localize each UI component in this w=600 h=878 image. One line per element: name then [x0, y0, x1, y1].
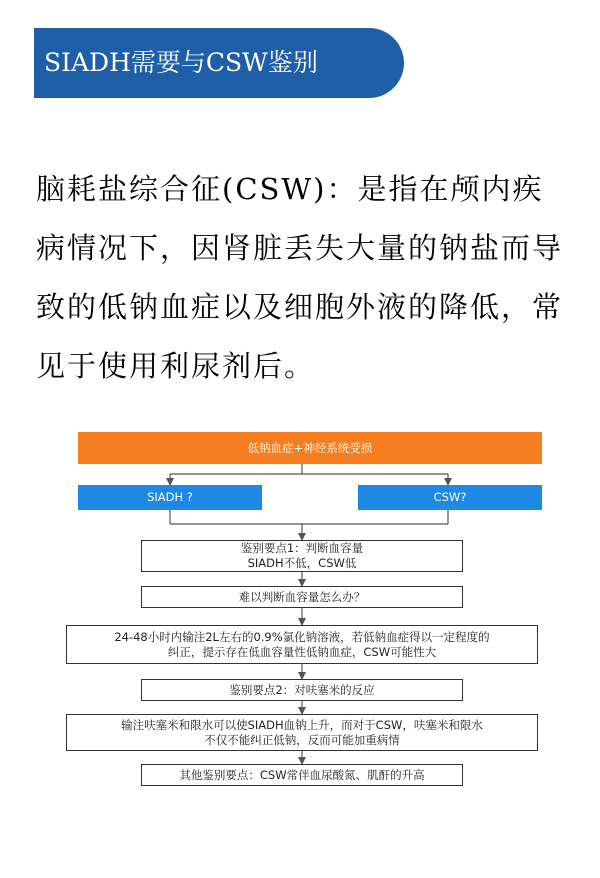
flow-step6-box	[141, 764, 463, 786]
flow-step1-line1: 鉴别要点1：判断血容量	[240, 541, 364, 555]
flow-step3-box	[66, 625, 538, 664]
flow-step5-box	[66, 714, 538, 751]
flow-top-box-label: 低钠血症+神经系统受损	[247, 440, 373, 455]
flow-siadh-label: SIADH ?	[147, 490, 193, 504]
flow-step4-box	[141, 679, 463, 701]
flow-step1-box	[141, 540, 463, 572]
flow-step3-line2: 纠正，提示存在低血容量性低钠血症，CSW可能性大	[167, 644, 437, 659]
flow-top-box	[78, 432, 542, 464]
flow-step6-label: 其他鉴别要点：CSW常伴血尿酸氮、肌酐的升高	[179, 767, 425, 782]
flow-step2-label: 难以判断血容量怎么办？	[238, 589, 366, 604]
flow-step1-line2: SIADH不低，CSW低	[247, 556, 357, 570]
flow-step3-line1: 24-48小时内输注2L左右的0.9%氯化钠溶液，若低钠血症得以一定程度的	[114, 629, 490, 644]
section-title-banner	[34, 28, 404, 98]
flow-siadh-box	[78, 485, 262, 510]
flow-step4-label: 鉴别要点2：对呋塞米的反应	[229, 682, 375, 697]
flow-step5-line2: 不仅不能纠正低钠，反而可能加重病情	[204, 732, 400, 747]
flow-csw-box	[358, 485, 542, 510]
section-title: SIADH需要与CSW鉴别	[44, 48, 318, 77]
flow-step5-line1: 输注呋塞米和限水可以使SIADH血钠上升，而对于CSW，呋塞米和限水	[121, 717, 483, 732]
flow-csw-label: CSW?	[433, 490, 467, 504]
intro-paragraph: 脑耗盐综合征(CSW)：是指在颅内疾病情况下，因肾脏丢失大量的钠盐而导致的低钠血症以及细胞外液的降低，常见于使用利尿剂后。	[36, 172, 564, 383]
flow-step2-box	[141, 586, 463, 608]
